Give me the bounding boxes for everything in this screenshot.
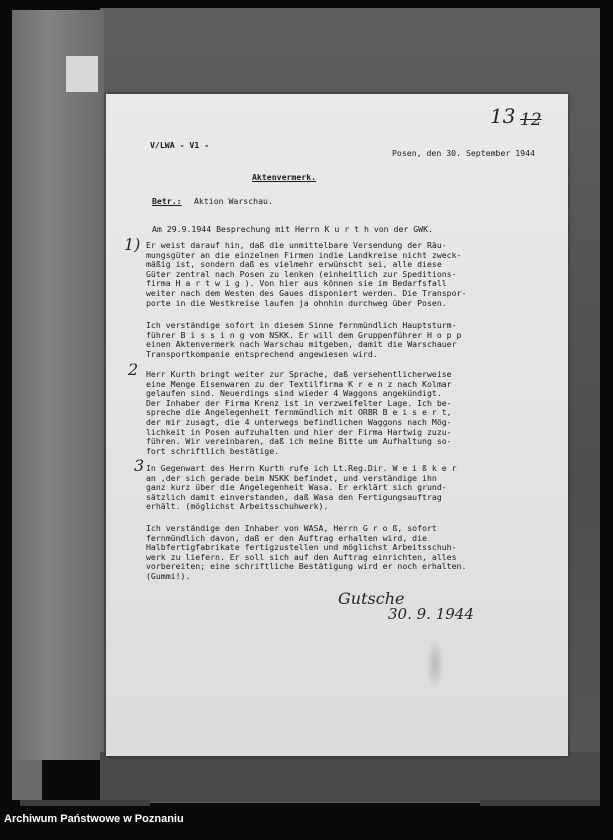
text-line: mäßig ist, sondern daß es vielmehr erwünscht sei, alle diese	[146, 259, 442, 270]
text-line: der mir zusagt, die 4 unterwegs befindlichen Waggons nach Mög-	[146, 416, 452, 427]
text-line: vorbereiten; eine schriftliche Bestätigung wird er noch erhalten.	[146, 561, 467, 572]
text-line: Er weist darauf hin, daß die unmittelbare Versendung der Räu-	[146, 240, 447, 250]
text-line: Ich verständige sofort in diesem Sinne fernmündlich Hauptsturm-	[146, 320, 457, 330]
handwritten-signature: Gutsche	[338, 589, 405, 608]
text-line: mungsgüter an die einzelnen Firmen indie Landkreise nicht zweck-	[146, 249, 462, 260]
paper-stain	[426, 639, 444, 689]
paragraph-3b	[146, 524, 536, 582]
text-line: Ich verständige den Inhaber von WASA, Herrn G r o ß, sofort	[146, 523, 437, 533]
text-line: (Gummi!).	[146, 570, 191, 581]
edge-marking	[20, 800, 150, 806]
text-line: Transportkompanie entsprechend angewiesen wird.	[146, 348, 378, 359]
signature-date: 30. 9. 1944	[388, 605, 474, 623]
text-line: In Gegenwart des Herrn Kurth rufe ich Lt.Reg.Dir. W e i ß k e r	[146, 463, 457, 473]
document-page	[106, 94, 568, 756]
document-title: Aktenvermerk.	[252, 172, 317, 182]
text-line: erhält. (möglichst Arbeitsschuhwerk).	[146, 501, 329, 512]
archive-caption: Archiwum Państwowe w Poznaniu	[4, 813, 184, 825]
left-board-foot	[12, 760, 42, 800]
paper-tab	[66, 56, 98, 92]
text-line: weiter nach dem Westen des Gaues disponiert werden. Die Transpor-	[146, 287, 467, 298]
paragraph-3	[146, 464, 536, 512]
paragraph-number: 3	[134, 456, 145, 475]
text-line: firma H a r t w i g ). Von hier aus können sie im Bedarfsfall	[146, 278, 447, 289]
paragraph-number: 2	[128, 360, 139, 379]
handwritten-page-number: 13	[490, 104, 516, 128]
text-line: spreche die Angelegenheit fernmündlich mit ORBR B e i s e r t,	[146, 407, 452, 418]
paragraph-1	[146, 241, 536, 308]
intro-line: Am 29.9.1944 Besprechung mit Herrn K u r t h von der GWK.	[152, 224, 433, 234]
subject-text: Aktion Warschau.	[194, 196, 273, 206]
place-date: Posen, den 30. September 1944	[392, 148, 535, 158]
subject-label: Betr.:	[152, 196, 182, 206]
text-line: lichkeit in Posen aufzuhalten und hier der Firma Hartwig zuzu-	[146, 426, 452, 437]
edge-marking	[480, 800, 600, 806]
text-line: fort schriftlich bestätige.	[146, 445, 280, 456]
paragraph-2	[146, 370, 536, 456]
text-line: eine Menge Eisenwaren zu der Textilfirma K r e n z nach Kolmar	[146, 378, 452, 389]
text-line: ganz kurz über die Angelegenheit Wasa. Er erklärt sich grund-	[146, 482, 447, 493]
text-line: Halbfertigfabrikate fertigzustellen und möglichst Arbeitsschuh-	[146, 542, 457, 553]
crossed-page-number: 12	[520, 110, 542, 130]
paragraph-number: 1)	[124, 235, 141, 254]
text-line: gelaufen sind. Neuerdings sind wieder 4 Waggons angekündigt.	[146, 388, 442, 399]
document-reference: V/LWA - V1 -	[150, 140, 210, 150]
text-line: an ,der sich gerade beim NSKK befindet, und verständige ihn	[146, 472, 437, 483]
left-board	[12, 10, 104, 760]
paragraph-1b	[146, 321, 536, 359]
text-line: fernmündlich davon, daß er den Auftrag erhalten wird, die	[146, 532, 427, 543]
text-line: führen. Wir vereinbaren, daß ich meine Bitte um Aufhaltung so-	[146, 436, 452, 447]
text-line: sätzlich damit einverstanden, daß Wasa den Fertigungsauftrag	[146, 491, 442, 502]
text-line: Der Inhaber der Firma Krenz ist in verzweifelter Lage. Ich be-	[146, 397, 452, 408]
text-line: einen Aktenvermerk nach Warschau mitgeben, damit die Warschauer	[146, 339, 457, 350]
text-line: führer B i s s i n g vom NSKK. Er will dem Gruppenführer H o p p	[146, 329, 462, 340]
text-line: werk zu liefern. Er soll sich auf den Auftrag einrichten, alles	[146, 551, 457, 562]
text-line: porte in die Westkreise laufen ja ohnhin durchweg über Posen.	[146, 297, 447, 308]
bottom-strip	[100, 752, 600, 802]
text-line: Herr Kurth bringt weiter zur Sprache, daß versehentlicherweise	[146, 369, 452, 379]
text-line: Güter zentral nach Posen zu lenken (einheitlich zur Speditions-	[146, 268, 457, 279]
